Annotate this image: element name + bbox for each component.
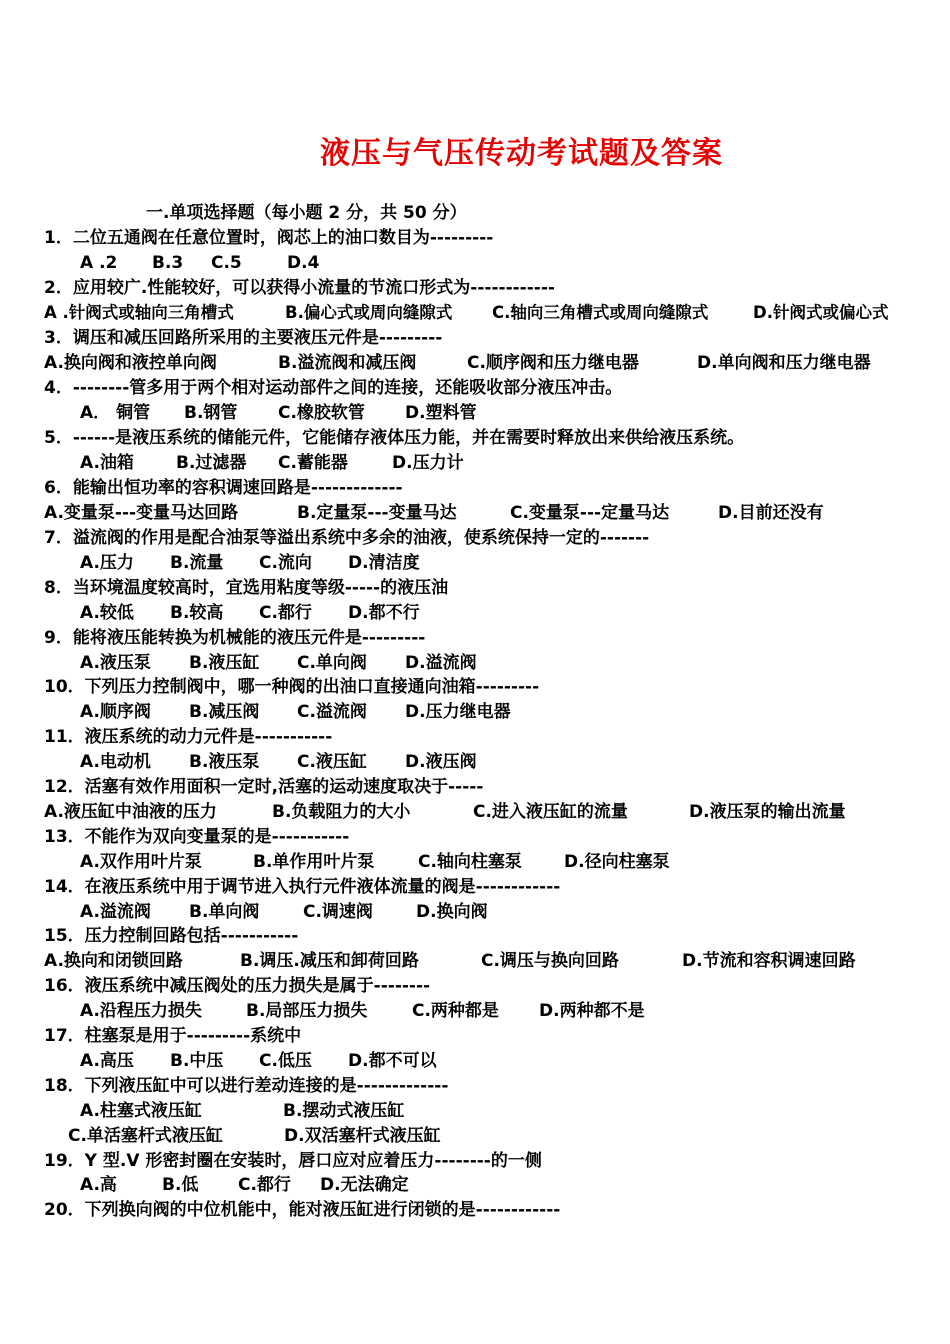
option: B.摆动式液压缸	[283, 1101, 405, 1121]
option: D.液压泵的输出流量	[689, 802, 846, 822]
option: C.流向	[259, 553, 312, 573]
option: A.换向阀和液控单向阀	[44, 353, 217, 373]
question-2: 2．应用较广.性能较好，可以获得小流量的节流口形式为------------	[44, 278, 555, 298]
option: C.进入液压缸的流量	[473, 802, 628, 822]
option: C.调压与换向回路	[481, 951, 619, 971]
option: B.单作用叶片泵	[253, 852, 375, 872]
option: A.油箱	[80, 453, 134, 473]
option: B.负载阻力的大小	[272, 802, 411, 822]
option: B.溢流阀和减压阀	[278, 353, 417, 373]
option: C.轴向柱塞泵	[418, 852, 522, 872]
option: B.较高	[170, 603, 224, 623]
option: D.两种都不是	[539, 1001, 645, 1021]
question-4: 4．--------管多用于两个相对运动部件之间的连接，还能吸收部分液压冲击。	[44, 378, 623, 398]
option: B.液压泵	[189, 752, 260, 772]
option: A.压力	[80, 553, 134, 573]
option: A.变量泵---变量马达回路	[44, 503, 239, 523]
option: D.4	[287, 253, 320, 273]
option: A.电动机	[80, 752, 151, 772]
page-title: 液压与气压传动考试题及答案	[320, 136, 723, 171]
option: B.局部压力损失	[246, 1001, 368, 1021]
question-15: 15．压力控制回路包括-----------	[44, 926, 299, 946]
option: B.单向阀	[189, 902, 260, 922]
option: A.液压泵	[80, 653, 151, 673]
option: D.目前还没有	[718, 503, 824, 523]
question-18: 18．下列液压缸中可以进行差动连接的是-------------	[44, 1076, 449, 1096]
option: B.钢管	[184, 403, 238, 423]
option: B.低	[162, 1175, 199, 1195]
question-16: 16．液压系统中减压阀处的压力损失是属于--------	[44, 976, 431, 996]
option: A.沿程压力损失	[80, 1001, 202, 1021]
option: A.换向和闭锁回路	[44, 951, 183, 971]
option: D.液压阀	[405, 752, 477, 772]
option: B.液压缸	[189, 653, 260, 673]
option: D.径向柱塞泵	[564, 852, 670, 872]
option: B.中压	[170, 1051, 224, 1071]
option: D.都不可以	[348, 1051, 437, 1071]
option: C.轴向三角槽式或周向缝隙式	[492, 303, 709, 322]
option: D.无法确定	[320, 1175, 409, 1195]
option: A.柱塞式液压缸	[80, 1101, 202, 1121]
option: D.针阀式或偏心式	[753, 303, 889, 322]
question-10: 10．下列压力控制阀中，哪一种阀的出油口直接通向油箱---------	[44, 677, 540, 697]
option: D.节流和容积调速回路	[682, 951, 856, 971]
question-14: 14．在液压系统中用于调节进入执行元件液体流量的阀是------------	[44, 877, 561, 897]
option: A.液压缸中油液的压力	[44, 802, 217, 822]
question-19: 19．Y 型.V 形密封圈在安装时，唇口应对应着压力--------的一侧	[44, 1151, 542, 1171]
option: B.调压.减压和卸荷回路	[240, 951, 419, 971]
option: A.高压	[80, 1051, 134, 1071]
option: D.双活塞杆式液压缸	[284, 1126, 441, 1146]
option: D.压力继电器	[405, 702, 511, 722]
question-13: 13．不能作为双向变量泵的是-----------	[44, 827, 350, 847]
option: D.清洁度	[348, 553, 420, 573]
option: D.单向阀和压力继电器	[697, 353, 871, 373]
option: C.都行	[238, 1175, 291, 1195]
option: C.低压	[259, 1051, 312, 1071]
option: B.过滤器	[176, 453, 247, 473]
option: A.顺序阀	[80, 702, 151, 722]
option: D.换向阀	[416, 902, 488, 922]
option: C.单向阀	[297, 653, 367, 673]
option: A .针阀式或轴向三角槽式	[44, 303, 234, 322]
option: B.3	[152, 253, 184, 273]
question-17: 17．柱塞泵是用于---------系统中	[44, 1026, 302, 1046]
option: A.双作用叶片泵	[80, 852, 202, 872]
option: C.液压缸	[297, 752, 367, 772]
question-8: 8．当环境温度较高时，宜选用粘度等级-----的液压油	[44, 578, 449, 598]
option: A.较低	[80, 603, 134, 623]
option: C.顺序阀和压力继电器	[467, 353, 639, 373]
option: B.流量	[170, 553, 224, 573]
option: B.定量泵---变量马达	[297, 503, 457, 523]
question-5: 5．------是液压系统的储能元件，它能储存液体压力能，并在需要时释放出来供给液压系统。	[44, 428, 745, 448]
question-3: 3．调压和减压回路所采用的主要液压元件是---------	[44, 328, 443, 348]
option: A.溢流阀	[80, 902, 151, 922]
option: D.都不行	[348, 603, 420, 623]
option: B.偏心式或周向缝隙式	[285, 303, 453, 322]
question-12: 12．活塞有效作用面积一定时,活塞的运动速度取决于-----	[44, 777, 484, 797]
option: B.减压阀	[189, 702, 260, 722]
question-1: 1．二位五通阀在任意位置时，阀芯上的油口数目为---------	[44, 228, 494, 248]
option: C.都行	[259, 603, 312, 623]
option: C.调速阀	[303, 902, 373, 922]
question-20: 20．下列换向阀的中位机能中，能对液压缸进行闭锁的是------------	[44, 1200, 561, 1220]
option: A． 铜管	[80, 403, 151, 423]
option: C.两种都是	[412, 1001, 499, 1021]
option: A .2	[80, 253, 118, 273]
option: C.变量泵---定量马达	[510, 503, 670, 523]
section-heading: 一.单项选择题（每小题 2 分，共 50 分）	[146, 203, 467, 223]
option: C.5	[211, 253, 242, 273]
question-6: 6．能输出恒功率的容积调速回路是-------------	[44, 478, 403, 498]
option: C.溢流阀	[297, 702, 367, 722]
option: C.橡胶软管	[278, 403, 365, 423]
option: A.高	[80, 1175, 117, 1195]
option: C.单活塞杆式液压缸	[68, 1126, 223, 1146]
option: D.压力计	[392, 453, 464, 473]
option: D.塑料管	[405, 403, 477, 423]
question-11: 11．液压系统的动力元件是-----------	[44, 727, 333, 747]
question-9: 9．能将液压能转换为机械能的液压元件是---------	[44, 628, 426, 648]
option: D.溢流阀	[405, 653, 477, 673]
question-7: 7．溢流阀的作用是配合油泵等溢出系统中多余的油液，使系统保持一定的-------	[44, 528, 650, 548]
option: C.蓄能器	[278, 453, 348, 473]
